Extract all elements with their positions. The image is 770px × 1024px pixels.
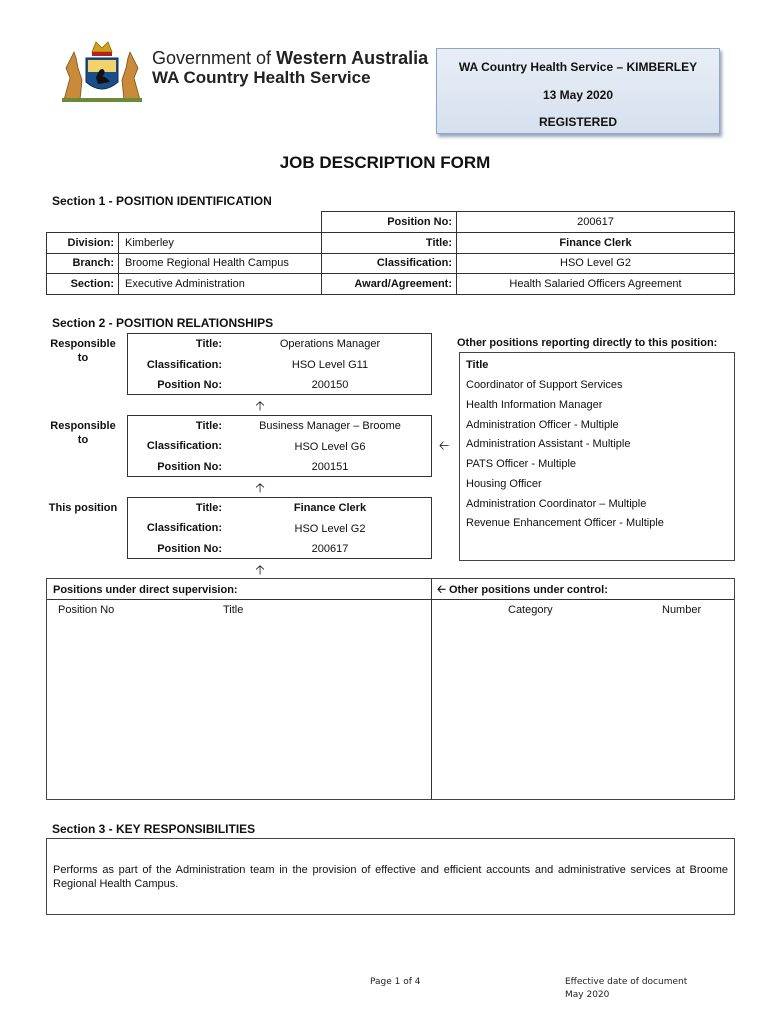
- relationship-block-3: [46, 497, 432, 559]
- up-arrow-icon: 🡡: [255, 398, 265, 413]
- other-position-item: Administration Assistant - Multiple: [466, 438, 631, 450]
- control-col-category: Category: [508, 604, 553, 616]
- other-position-item: Health Information Manager: [466, 399, 603, 411]
- other-position-item: Coordinator of Support Services: [466, 379, 623, 391]
- stamp-line-3: REGISTERED: [538, 115, 617, 129]
- other-position-item: Revenue Enhancement Officer - Multiple: [466, 517, 664, 529]
- up-arrow-icon: 🡡: [255, 480, 265, 495]
- block-2-classification: HSO Level G6: [294, 441, 366, 453]
- other-position-item: Administration Officer - Multiple: [466, 419, 619, 431]
- stamp-line-2: 13 May 2020: [542, 88, 614, 102]
- branch-value: Broome Regional Health Campus: [125, 257, 289, 269]
- position-no-label: Position No:: [387, 216, 452, 228]
- block-1-title-label: Title:: [195, 338, 222, 350]
- classification-label: Classification:: [376, 257, 452, 269]
- government-state: Western Australia: [276, 48, 429, 68]
- branch-label: Branch:: [72, 257, 114, 269]
- supervision-col-title: Title: [223, 604, 244, 616]
- block-2-side-label: Responsible to: [50, 420, 116, 446]
- form-title: JOB DESCRIPTION FORM: [279, 153, 491, 172]
- up-arrow-icon: 🡡: [255, 562, 265, 577]
- section-3-heading: Section 3 - KEY RESPONSIBILITIES: [52, 822, 256, 836]
- other-positions-title-header: Title: [466, 359, 489, 371]
- block-3-class-label: Classification:: [146, 522, 222, 534]
- block-3-title: Finance Clerk: [293, 502, 367, 514]
- block-1-class-label: Classification:: [146, 359, 222, 371]
- block-3-side-label: This position: [48, 502, 118, 514]
- block-2-title: Business Manager – Broome: [259, 420, 401, 432]
- section-label: Section:: [70, 278, 114, 290]
- block-2-posno-label: Position No:: [157, 461, 222, 473]
- wa-crest-logo: [56, 38, 148, 104]
- key-responsibilities-box: [46, 838, 735, 915]
- page-number: Page 1 of 4: [370, 977, 421, 987]
- award-value: Health Salaried Officers Agreement: [509, 278, 682, 290]
- title-value: Finance Clerk: [559, 237, 632, 249]
- block-1-title: Operations Manager: [279, 338, 381, 350]
- section-1-heading: Section 1 - POSITION IDENTIFICATION: [52, 194, 272, 208]
- block-2-posno: 200151: [311, 461, 349, 473]
- block-3-posno: 200617: [311, 543, 349, 555]
- block-2-class-label: Classification:: [146, 440, 222, 452]
- title-label: Title:: [425, 237, 452, 249]
- section-value: Executive Administration: [125, 278, 245, 290]
- other-positions-heading: Other positions reporting directly to this position:: [457, 337, 718, 349]
- block-1-side-label: Responsible to: [50, 338, 116, 364]
- section-2-heading: Section 2 - POSITION RELATIONSHIPS: [52, 316, 274, 330]
- block-1-classification: HSO Level G11: [291, 359, 369, 371]
- position-identification-table: [46, 211, 735, 295]
- other-position-item: Housing Officer: [466, 478, 542, 490]
- supervision-table: [46, 578, 735, 800]
- other-positions-box: [459, 352, 735, 561]
- health-service-title: WA Country Health Service: [152, 68, 371, 87]
- left-arrow-icon: 🡠: [438, 438, 450, 453]
- award-label: Award/Agreement:: [354, 278, 452, 290]
- other-position-item: Administration Coordinator – Multiple: [466, 498, 647, 510]
- effective-date-label: Effective date of document: [565, 977, 688, 987]
- control-col-number: Number: [662, 604, 702, 616]
- effective-date-value: May 2020: [565, 990, 610, 1000]
- government-title: [152, 48, 428, 68]
- block-3-classification: HSO Level G2: [294, 523, 366, 535]
- classification-value: HSO Level G2: [560, 257, 631, 269]
- other-position-item: PATS Officer - Multiple: [466, 458, 577, 470]
- stamp-line-1: WA Country Health Service – KIMBERLEY: [458, 60, 698, 74]
- position-no-value: 200617: [577, 216, 614, 228]
- key-responsibilities-text: Performs as part of the Administration team in the provision of effective and efficient accounts and administrative services at Broome Regional Health Campus.: [53, 864, 728, 890]
- division-label: Division:: [67, 237, 114, 249]
- block-1-posno: 200150: [311, 379, 349, 391]
- block-2-title-label: Title:: [195, 420, 222, 432]
- government-prefix: Government of: [152, 48, 277, 68]
- block-3-title-label: Title:: [195, 502, 222, 514]
- block-3-posno-label: Position No:: [157, 543, 222, 555]
- supervision-col-position-no: Position No: [58, 604, 115, 616]
- registration-stamp: [436, 48, 720, 134]
- control-heading: 🡠 Other positions under control:: [437, 584, 608, 596]
- relationship-block-2: [46, 415, 432, 477]
- supervision-heading: Positions under direct supervision:: [53, 584, 238, 596]
- division-value: Kimberley: [125, 237, 174, 249]
- block-1-posno-label: Position No:: [157, 379, 222, 391]
- relationship-block-1: [46, 333, 432, 395]
